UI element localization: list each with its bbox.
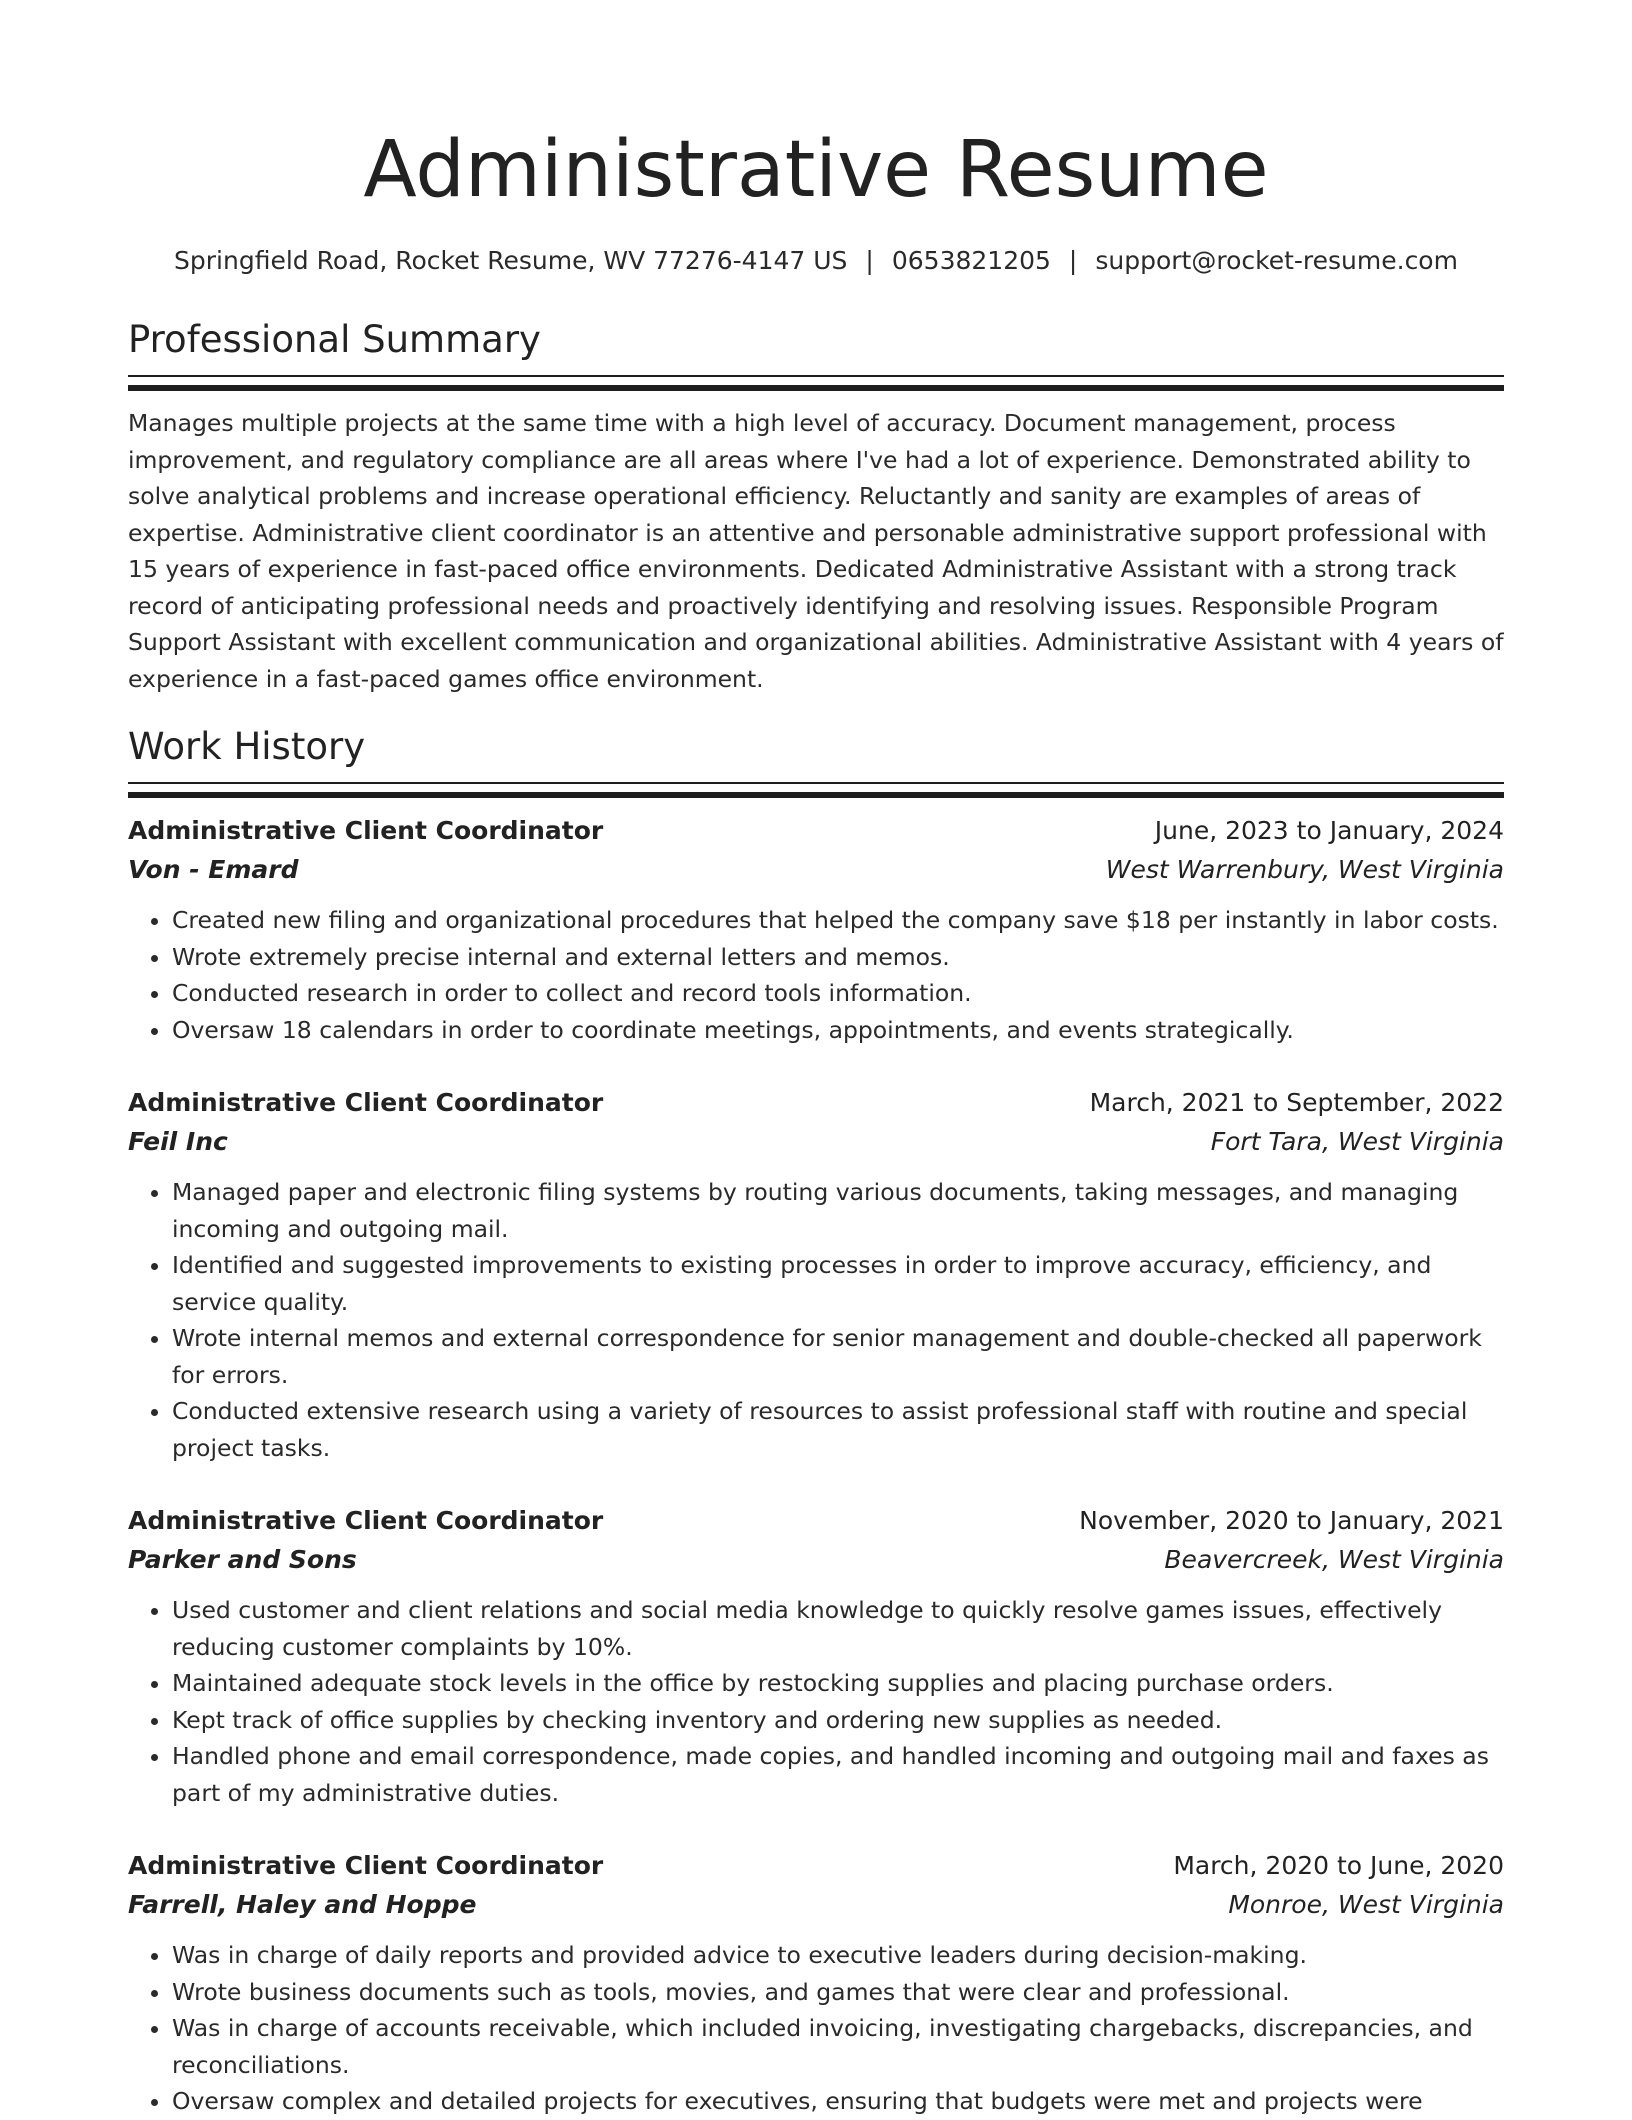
job-bullet: • Was in charge of accounts receivable, which included invoicing, investigating chargebacks, discrepancies, and reconciliations. bbox=[172, 2010, 1504, 2083]
section-divider bbox=[128, 782, 1504, 798]
job-entry bbox=[128, 1847, 1504, 2120]
job-location: Beavercreek, West Virginia bbox=[1164, 1545, 1504, 1574]
job-title: Administrative Client Coordinator bbox=[128, 1506, 604, 1535]
job-bullet: • Conducted extensive research using a variety of resources to assist professional staff with routine and special project tasks. bbox=[172, 1393, 1504, 1466]
section-divider bbox=[128, 375, 1504, 391]
job-dates: June, 2023 to January, 2024 bbox=[1154, 816, 1504, 845]
job-bullets bbox=[128, 1592, 1504, 1811]
job-bullet: • Identified and suggested improvements to existing processes in order to improve accuracy, efficiency, and service quality. bbox=[172, 1247, 1504, 1320]
job-location: Monroe, West Virginia bbox=[1228, 1890, 1504, 1919]
summary-text: Manages multiple projects at the same time with a high level of accuracy. Document management, process improvement, and regulatory compliance are all areas where I've had a lot of experience. Demonstrated ability to solve analytical problems and increase operational efficiency. Reluctantly and sanity are examples of areas of expertise. Administrative client coordinator is an attentive and personable administrative support professional with 15 years of experience in fast-paced office environments. Dedicated Administrative Assistant with a strong track record of anticipating professional needs and proactively identifying and resolving issues. Responsible Program Support Assistant with excellent communication and organizational abilities. Administrative Assistant with 4 years of experience in a fast-paced games office environment. bbox=[128, 409, 1504, 693]
job-bullet: • Handled phone and email correspondence, made copies, and handled incoming and outgoing mail and faxes as part of my administrative duties. bbox=[172, 1738, 1504, 1811]
job-bullet: • Used customer and client relations and social media knowledge to quickly resolve games issues, effectively reducing customer complaints by 10%. bbox=[172, 1592, 1504, 1665]
job-subheader-row bbox=[128, 1122, 1504, 1162]
job-bullets bbox=[128, 1937, 1504, 2120]
job-bullet: • Kept track of office supplies by checking inventory and ordering new supplies as needed. bbox=[172, 1702, 1504, 1739]
job-bullet: • Conducted research in order to collect and record tools information. bbox=[172, 975, 1504, 1012]
job-bullets bbox=[128, 902, 1504, 1048]
work-history-heading: Work History bbox=[128, 725, 366, 768]
job-dates: November, 2020 to January, 2021 bbox=[1079, 1506, 1504, 1535]
job-header-row bbox=[128, 812, 1504, 850]
job-location: West Warrenbury, West Virginia bbox=[1105, 855, 1504, 884]
contact-phone: 0653821205 bbox=[891, 246, 1051, 275]
job-location: Fort Tara, West Virginia bbox=[1210, 1127, 1504, 1156]
job-subheader-row bbox=[128, 1540, 1504, 1580]
job-company: Parker and Sons bbox=[128, 1545, 357, 1574]
job-entry bbox=[128, 812, 1504, 1048]
job-company: Feil Inc bbox=[128, 1127, 228, 1156]
job-title: Administrative Client Coordinator bbox=[128, 1088, 604, 1117]
job-bullet: • Oversaw complex and detailed projects for executives, ensuring that budgets were met and projects were bbox=[172, 2083, 1504, 2120]
job-title: Administrative Client Coordinator bbox=[128, 816, 604, 845]
job-dates: March, 2020 to June, 2020 bbox=[1173, 1851, 1504, 1880]
resume-page bbox=[128, 0, 1504, 2120]
job-bullet: • Wrote business documents such as tools, movies, and games that were clear and professional. bbox=[172, 1974, 1504, 2011]
job-entry bbox=[128, 1502, 1504, 1811]
job-bullets bbox=[128, 1174, 1504, 1466]
contact-separator: | bbox=[1068, 246, 1078, 275]
job-header-row bbox=[128, 1847, 1504, 1885]
job-title: Administrative Client Coordinator bbox=[128, 1851, 604, 1880]
job-header-row bbox=[128, 1084, 1504, 1122]
job-company: Von - Emard bbox=[128, 855, 299, 884]
job-entry bbox=[128, 1084, 1504, 1466]
contact-line bbox=[128, 244, 1504, 278]
job-bullet: • Wrote extremely precise internal and external letters and memos. bbox=[172, 939, 1504, 976]
summary-heading: Professional Summary bbox=[128, 318, 541, 361]
job-bullet: • Created new filing and organizational procedures that helped the company save $18 per instantly in labor costs. bbox=[172, 902, 1504, 939]
job-bullet: • Oversaw 18 calendars in order to coordinate meetings, appointments, and events strategically. bbox=[172, 1012, 1504, 1049]
job-header-row bbox=[128, 1502, 1504, 1540]
contact-email[interactable]: support@rocket-resume.com bbox=[1095, 246, 1458, 275]
job-bullet: • Maintained adequate stock levels in the office by restocking supplies and placing purchase orders. bbox=[172, 1665, 1504, 1702]
job-subheader-row bbox=[128, 850, 1504, 890]
job-company: Farrell, Haley and Hoppe bbox=[128, 1890, 477, 1919]
job-bullet: • Wrote internal memos and external correspondence for senior management and double-checked all paperwork for errors. bbox=[172, 1320, 1504, 1393]
contact-separator: | bbox=[865, 246, 874, 275]
contact-address: Springfield Road, Rocket Resume, WV 77276-4147 US bbox=[174, 246, 848, 275]
job-subheader-row bbox=[128, 1885, 1504, 1925]
job-bullet: • Managed paper and electronic filing systems by routing various documents, taking messages, and managing incoming and outgoing mail. bbox=[172, 1174, 1504, 1247]
resume-name: Administrative Resume bbox=[363, 125, 1269, 215]
job-bullet: • Was in charge of daily reports and provided advice to executive leaders during decision-making. bbox=[172, 1937, 1504, 1974]
job-dates: March, 2021 to September, 2022 bbox=[1089, 1088, 1504, 1117]
